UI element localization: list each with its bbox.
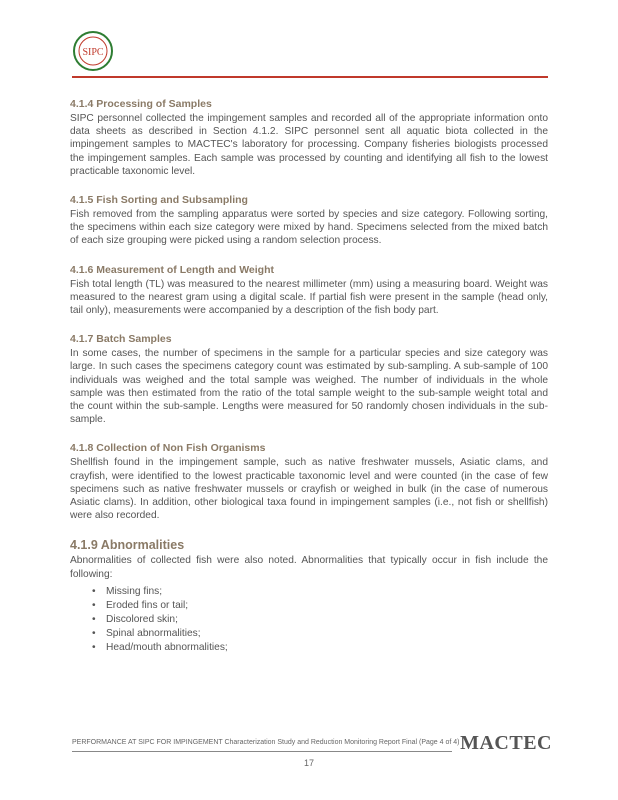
section-body: SIPC personnel collected the impingement samples and recorded all of the appropriate information onto data sheets as described in Section 4.1.2. SIPC personnel sent all aquatic biota collected in the impingement samples to MACTEC's laboratory for processing. Company fisheries biologists processed the impingement samples. Each sample was processed by counting and identifying all fish to the lowest practicable taxonomic level. [70,113,548,177]
list-item: • Head/mouth abnormalities; [92,641,228,653]
bullet-icon: • [92,613,96,625]
section-body: In some cases, the number of specimens in the sample for a particular species and size category was large. In such cases the specimens category count was estimated by sub-sampling. A sub-sample of 100 individuals was weighed and the total sample was weighed. The number of individuals in the whole sample was then estimated from the ratio of the total sample weight to the sub-sample weight total and the count within the sub-sample. Lengths were measured for 50 randomly chosen individuals in the sub-sample. [70,348,548,426]
header-rule [72,76,548,78]
section-heading: 4.1.7 Batch Samples [70,333,172,346]
list-item: • Spinal abnormalities; [92,627,201,639]
mactec-logo: MACTEC [460,732,552,754]
section-length-weight [70,264,548,318]
section-heading: 4.1.6 Measurement of Length and Weight [70,263,275,276]
section-heading: 4.1.9 Abnormalities [70,538,185,553]
bullet-icon: • [92,599,96,611]
footer-text: PERFORMANCE AT SIPC FOR IMPINGEMENT Characterization Study and Reduction Monitoring Report Final (Page 4 of 4) [72,739,460,746]
list-item: • Missing fins; [92,585,163,597]
section-body: Fish removed from the sampling apparatus were sorted by species and size category. Following sorting, the specimens within each size category were mixed by hand. Specimens selected from the mixed batch of each size grouping were picked using a random selection process. [70,209,548,247]
document-body [70,98,548,671]
section-batch-samples [70,333,548,426]
bullet-icon: • [92,641,96,653]
footer-rule [72,751,452,752]
section-body: Fish total length (TL) was measured to the nearest millimeter (mm) using a measuring board. Weight was measured to the nearest gram using a digital scale. If partial fish were present in the sample (head only, tail only), measurements were accompanied by a description of the fish body part. [70,278,548,317]
section-heading: 4.1.5 Fish Sorting and Subsampling [70,194,248,207]
section-body: Shellfish found in the impingement sample, such as native freshwater mussels, Asiatic clams, and crayfish, were identified to the lowest practicable taxonomic level and were counted (in the case of few specimens such as native freshwater mussels or crayfish or weighed in bulk (in the case of numerous Asiatic clams). In addition, other biological taxa found in impingement samples (i.e., not fish or shellfish) were also recorded. [70,457,548,522]
sipc-logo [72,30,114,72]
section-processing-of-samples [70,98,548,178]
section-body: Abnormalities of collected fish were also noted. Abnormalities that typically occur in fish include the following: [70,555,548,580]
section-heading: 4.1.8 Collection of Non Fish Organisms [70,442,266,455]
page-number: 17 [303,758,314,768]
section-abnormalities [70,538,548,654]
section-heading: 4.1.4 Processing of Samples [70,98,212,110]
bullet-icon: • [92,627,96,639]
bullet-icon: • [92,585,96,597]
logo-text: SIPC [82,47,104,58]
section-non-fish-organisms [70,442,548,522]
section-fish-sorting [70,194,548,248]
abnormalities-list [70,585,548,655]
list-item: • Eroded fins or tail; [92,599,189,611]
list-item: • Discolored skin; [92,613,178,625]
